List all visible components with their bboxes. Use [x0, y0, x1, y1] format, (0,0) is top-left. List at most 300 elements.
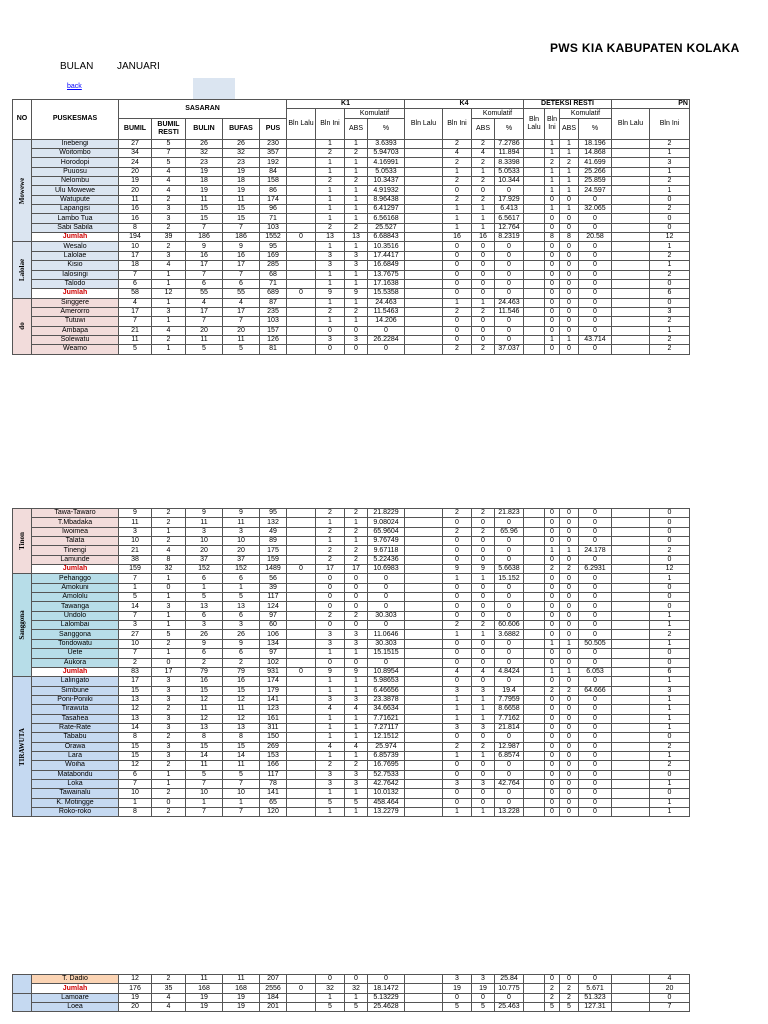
cell-value: 35	[152, 984, 186, 993]
cell-value: 0	[545, 214, 560, 223]
puskesmas-name: Tirawuta	[32, 705, 119, 714]
cell-value: 56	[260, 574, 287, 583]
cell-value: 4	[152, 1003, 186, 1012]
cell-value: 11	[186, 335, 223, 344]
cell-value: 1	[472, 751, 495, 760]
cell-value: 2	[152, 509, 186, 518]
cell-value: 1	[119, 798, 152, 807]
cell-value: 1	[443, 695, 472, 704]
cell-value: 176	[119, 984, 152, 993]
cell-value: 42.7642	[368, 779, 405, 788]
cell-value: 0	[472, 186, 495, 195]
cell-value	[405, 742, 443, 751]
cell-value: 1	[223, 798, 260, 807]
cell-value: 0	[545, 751, 560, 760]
cell-value: 3	[223, 527, 260, 536]
cell-value: 1	[472, 695, 495, 704]
cell-value: 3	[152, 307, 186, 316]
cell-value	[287, 205, 316, 214]
cell-value	[287, 602, 316, 611]
table-row	[13, 307, 690, 316]
cell-value: 14	[119, 602, 152, 611]
col-deteksi: DETEKSI RESTI	[524, 100, 612, 109]
cell-value: 3	[316, 779, 345, 788]
cell-value: 157	[260, 326, 287, 335]
table-row	[13, 583, 690, 592]
cell-value: 81	[260, 345, 287, 354]
cell-value: 159	[260, 555, 287, 564]
cell-value: 4	[443, 149, 472, 158]
cell-value	[524, 761, 545, 770]
cell-value: 0	[443, 583, 472, 592]
cell-value: 1	[472, 630, 495, 639]
cell-value: 65.96	[495, 527, 524, 536]
cell-value: 0	[495, 317, 524, 326]
cell-value	[405, 177, 443, 186]
table-row	[13, 611, 690, 620]
cell-value: 49	[260, 527, 287, 536]
cell-value: 0	[316, 574, 345, 583]
cell-value: 0	[545, 649, 560, 658]
cell-value: 16	[223, 677, 260, 686]
cell-value: 0	[579, 621, 612, 630]
cell-value: 20	[119, 167, 152, 176]
cell-value	[287, 761, 316, 770]
cell-value: 8	[545, 233, 560, 242]
cell-value	[405, 798, 443, 807]
cell-value: 24.597	[579, 186, 612, 195]
cell-value: 20	[650, 984, 690, 993]
cell-value: 32	[152, 565, 186, 574]
cell-value: 4	[223, 298, 260, 307]
cell-value: 13	[223, 602, 260, 611]
cell-value	[287, 583, 316, 592]
month-selector-cell[interactable]	[193, 78, 235, 99]
cell-value	[405, 251, 443, 260]
cell-value	[524, 251, 545, 260]
cell-value: 3	[119, 621, 152, 630]
cell-value: 161	[260, 714, 287, 723]
cell-value	[287, 270, 316, 279]
cell-value: 0	[472, 242, 495, 251]
col-bumil: BUMIL	[119, 118, 152, 139]
cell-value	[287, 223, 316, 232]
cell-value: 17	[186, 261, 223, 270]
cell-value: 0	[545, 298, 560, 307]
cell-value: 0	[472, 602, 495, 611]
cell-value	[405, 317, 443, 326]
cell-value: 16	[119, 214, 152, 223]
cell-value: 17.929	[495, 195, 524, 204]
cell-value: 0	[472, 733, 495, 742]
cell-value	[287, 317, 316, 326]
dr-bln-ini: Bln Ini	[545, 109, 560, 139]
cell-value: 8	[186, 733, 223, 742]
cell-value: 16	[186, 251, 223, 260]
cell-value: 0	[472, 261, 495, 270]
cell-value	[405, 779, 443, 788]
dr-pct: %	[579, 118, 612, 139]
cell-value	[287, 714, 316, 723]
puskesmas-name: Roko-roko	[32, 808, 119, 817]
cell-value: 4	[152, 167, 186, 176]
cell-value: 0	[472, 251, 495, 260]
cell-value	[612, 279, 650, 288]
cell-value: 0	[560, 649, 579, 658]
cell-value: 26	[223, 139, 260, 148]
cell-value: 0	[560, 705, 579, 714]
cell-value	[287, 326, 316, 335]
cell-value: 23	[223, 158, 260, 167]
cell-value: 3	[443, 686, 472, 695]
cell-value: 0	[545, 761, 560, 770]
cell-value: 6	[186, 574, 223, 583]
cell-value: 3	[186, 527, 223, 536]
cell-value: 0	[545, 317, 560, 326]
cell-value: 0	[472, 335, 495, 344]
cell-value: 0	[560, 251, 579, 260]
cell-value: 27	[119, 139, 152, 148]
puskesmas-name: Lalingato	[32, 677, 119, 686]
cell-value: 5	[223, 593, 260, 602]
table-row	[13, 649, 690, 658]
cell-value: 0	[443, 733, 472, 742]
cell-value: 1	[650, 242, 690, 251]
cell-value: 1	[545, 186, 560, 195]
cell-value: 7	[223, 317, 260, 326]
cell-value: 1	[443, 751, 472, 760]
cell-value: 4	[152, 177, 186, 186]
cell-value: 2	[345, 555, 368, 564]
cell-value: 0	[443, 798, 472, 807]
cell-value: 0	[495, 270, 524, 279]
cell-value	[405, 518, 443, 527]
puskesmas-name: Aukora	[32, 658, 119, 667]
cell-value	[612, 537, 650, 546]
cell-value: 6	[186, 611, 223, 620]
cell-value: 1	[345, 751, 368, 760]
cell-value: 1	[560, 186, 579, 195]
cell-value: 9	[472, 565, 495, 574]
cell-value	[524, 270, 545, 279]
cell-value: 0	[472, 639, 495, 648]
puskesmas-name: Tinengi	[32, 546, 119, 555]
cell-value	[405, 289, 443, 298]
cell-value	[524, 518, 545, 527]
cell-value: 30.303	[368, 639, 405, 648]
cell-value: 2	[650, 270, 690, 279]
cell-value: 10	[186, 537, 223, 546]
puskesmas-name: Lamunde	[32, 555, 119, 564]
back-link[interactable]: back	[67, 83, 82, 90]
cell-value: 25.266	[579, 167, 612, 176]
cell-value: 5	[152, 158, 186, 167]
cell-value: 2	[152, 537, 186, 546]
cell-value: 0	[443, 993, 472, 1002]
cell-value: 0	[560, 270, 579, 279]
cell-value: 0	[579, 527, 612, 536]
cell-value: 0	[495, 770, 524, 779]
cell-value	[524, 205, 545, 214]
puskesmas-name: Amokuni	[32, 583, 119, 592]
cell-value: 141	[260, 789, 287, 798]
cell-value: 1	[152, 770, 186, 779]
cell-value	[612, 167, 650, 176]
cell-value: 0	[443, 761, 472, 770]
cell-value: 0	[495, 279, 524, 288]
cell-value: 1489	[260, 565, 287, 574]
cell-value: 0	[443, 593, 472, 602]
cell-value: 1552	[260, 233, 287, 242]
cell-value: 1	[545, 139, 560, 148]
col-pus: PUS	[260, 118, 287, 139]
cell-value: 1	[316, 242, 345, 251]
cell-value: 0	[545, 555, 560, 564]
cell-value: 1	[472, 808, 495, 817]
cell-value: 12	[223, 695, 260, 704]
cell-value	[524, 677, 545, 686]
cell-value: 3	[472, 779, 495, 788]
cell-value: 26	[186, 630, 223, 639]
cell-value: 3	[152, 677, 186, 686]
cell-value: 3	[345, 261, 368, 270]
cell-value: 1	[316, 808, 345, 817]
cell-value: 17	[119, 677, 152, 686]
cell-value: 11	[119, 518, 152, 527]
cell-value: 2	[545, 565, 560, 574]
cell-value: 6	[650, 289, 690, 298]
cell-value: 2	[560, 565, 579, 574]
cell-value: 0	[560, 555, 579, 564]
cell-value: 0	[472, 289, 495, 298]
cell-value: 5.0533	[368, 167, 405, 176]
cell-value: 2	[650, 139, 690, 148]
table-row	[13, 789, 690, 798]
cell-value: 71	[260, 279, 287, 288]
cell-value: 1	[345, 195, 368, 204]
cell-value: 3	[443, 975, 472, 984]
cell-value: 0	[495, 649, 524, 658]
cell-value	[405, 695, 443, 704]
cell-value	[405, 574, 443, 583]
cell-value: 3	[316, 695, 345, 704]
cell-value: 1	[560, 639, 579, 648]
table-row	[13, 279, 690, 288]
cell-value	[612, 149, 650, 158]
cell-value: 5	[152, 630, 186, 639]
cell-value: 7	[650, 1003, 690, 1012]
cell-value: 9.08024	[368, 518, 405, 527]
col-no: NO	[13, 100, 32, 140]
cell-value: 4	[186, 298, 223, 307]
cell-value: 95	[260, 242, 287, 251]
cell-value: 2	[545, 984, 560, 993]
cell-value	[524, 630, 545, 639]
puskesmas-name: Tababu	[32, 733, 119, 742]
cell-value: 13	[119, 714, 152, 723]
cell-value: 179	[260, 686, 287, 695]
cell-value: 8.2319	[495, 233, 524, 242]
cell-value: 24.463	[495, 298, 524, 307]
cell-value: 10	[119, 789, 152, 798]
col-k4: K4	[405, 100, 524, 109]
cell-value: 2	[345, 149, 368, 158]
cell-value	[287, 509, 316, 518]
cell-value: 0	[368, 326, 405, 335]
cell-value: 0	[560, 602, 579, 611]
cell-value	[287, 537, 316, 546]
cell-value: 1	[545, 667, 560, 676]
k4-pct: %	[495, 118, 524, 139]
cell-value: 4	[152, 546, 186, 555]
cell-value: 3	[152, 205, 186, 214]
bulan-label: BULAN	[60, 61, 94, 72]
cell-value: 25.974	[368, 742, 405, 751]
cell-value: 1	[316, 317, 345, 326]
cell-value: 0	[560, 611, 579, 620]
cell-value: 8	[119, 733, 152, 742]
cell-value: 7	[186, 223, 223, 232]
cell-value	[287, 555, 316, 564]
cell-value: 186	[186, 233, 223, 242]
cell-value: 0	[495, 677, 524, 686]
cell-value: 84	[260, 167, 287, 176]
cell-value: 15	[223, 214, 260, 223]
puskesmas-name: Woiha	[32, 761, 119, 770]
cell-value: 17	[152, 667, 186, 676]
cell-value: 0	[560, 195, 579, 204]
cell-value: 2	[152, 518, 186, 527]
cell-value	[405, 975, 443, 984]
cell-value: 0	[443, 251, 472, 260]
cell-value: 1	[316, 751, 345, 760]
cell-value	[612, 223, 650, 232]
cell-value: 1	[650, 723, 690, 732]
table-row	[13, 527, 690, 536]
col-bulin: BULIN	[186, 118, 223, 139]
cell-value: 20	[119, 186, 152, 195]
cell-value: 3	[152, 695, 186, 704]
cell-value: 3	[316, 639, 345, 648]
puskesmas-name: Matabondu	[32, 770, 119, 779]
cell-value	[524, 307, 545, 316]
cell-value: 97	[260, 611, 287, 620]
cell-value: 5.13229	[368, 993, 405, 1002]
cell-value: 7.27117	[368, 723, 405, 732]
cell-value: 5.98653	[368, 677, 405, 686]
cell-value: 2	[316, 223, 345, 232]
cell-value: 0	[443, 186, 472, 195]
cell-value: 192	[260, 158, 287, 167]
k4-komulatif: Komulatif	[472, 109, 524, 118]
cell-value: 1	[650, 186, 690, 195]
cell-value: 0	[316, 326, 345, 335]
puskesmas-name: Sanggona	[32, 630, 119, 639]
cell-value: 0	[579, 723, 612, 732]
cell-value	[405, 686, 443, 695]
cell-value: 0	[545, 261, 560, 270]
cell-value: 8	[152, 555, 186, 564]
cell-value: 4	[345, 705, 368, 714]
bulan-value: JANUARI	[117, 61, 160, 72]
cell-value: 0	[650, 993, 690, 1002]
cell-value: 18	[223, 177, 260, 186]
puskesmas-name: Simbune	[32, 686, 119, 695]
cell-value: 2	[152, 242, 186, 251]
cell-value: 7	[119, 317, 152, 326]
cell-value: 0	[545, 223, 560, 232]
cell-value: 0	[495, 335, 524, 344]
cell-value: 0	[368, 658, 405, 667]
cell-value: 0	[650, 649, 690, 658]
cell-value: 0	[287, 289, 316, 298]
cell-value	[524, 509, 545, 518]
cell-value: 0	[650, 279, 690, 288]
k1-komulatif: Komulatif	[345, 109, 405, 118]
cell-value: 27	[119, 630, 152, 639]
cell-value	[287, 1003, 316, 1012]
cell-value: 0	[545, 779, 560, 788]
cell-value: 10	[119, 242, 152, 251]
cell-value: 2	[152, 761, 186, 770]
cell-value: 4	[650, 975, 690, 984]
puskesmas-name: Tawainalu	[32, 789, 119, 798]
cell-value	[524, 779, 545, 788]
cell-value: 2	[472, 307, 495, 316]
cell-value: 2	[650, 630, 690, 639]
cell-value: 3	[119, 527, 152, 536]
cell-value: 0	[152, 583, 186, 592]
cell-value: 4	[316, 742, 345, 751]
puskesmas-name: Wesalo	[32, 242, 119, 251]
cell-value: 12	[119, 761, 152, 770]
cell-value: 0	[443, 658, 472, 667]
cell-value: 0	[345, 658, 368, 667]
cell-value: 0	[443, 279, 472, 288]
cell-value: 0	[472, 677, 495, 686]
cell-value: 2	[316, 611, 345, 620]
cell-value	[287, 770, 316, 779]
cell-value: 4	[152, 993, 186, 1002]
cell-value: 1	[443, 298, 472, 307]
cell-value	[287, 139, 316, 148]
cell-value	[405, 214, 443, 223]
table-row	[13, 798, 690, 807]
cell-value: 0	[545, 695, 560, 704]
cell-value: 1	[472, 705, 495, 714]
cell-value	[405, 565, 443, 574]
cell-value: 13.7675	[368, 270, 405, 279]
cell-value: 97	[260, 649, 287, 658]
group-label: Sanggona	[13, 574, 32, 677]
cell-value: 0	[287, 565, 316, 574]
cell-value: 1	[152, 270, 186, 279]
cell-value: 0	[579, 223, 612, 232]
cell-value: 127.31	[579, 1003, 612, 1012]
cell-value: 17.4417	[368, 251, 405, 260]
cell-value: 2	[560, 993, 579, 1002]
cell-value: 1	[345, 270, 368, 279]
cell-value: 2	[223, 658, 260, 667]
cell-value: 0	[345, 326, 368, 335]
cell-value: 11	[119, 335, 152, 344]
cell-value: 0	[545, 326, 560, 335]
cell-value: 15	[223, 686, 260, 695]
table-row	[13, 270, 690, 279]
cell-value: 4.91932	[368, 186, 405, 195]
table-row	[13, 251, 690, 260]
cell-value: 65.9604	[368, 527, 405, 536]
